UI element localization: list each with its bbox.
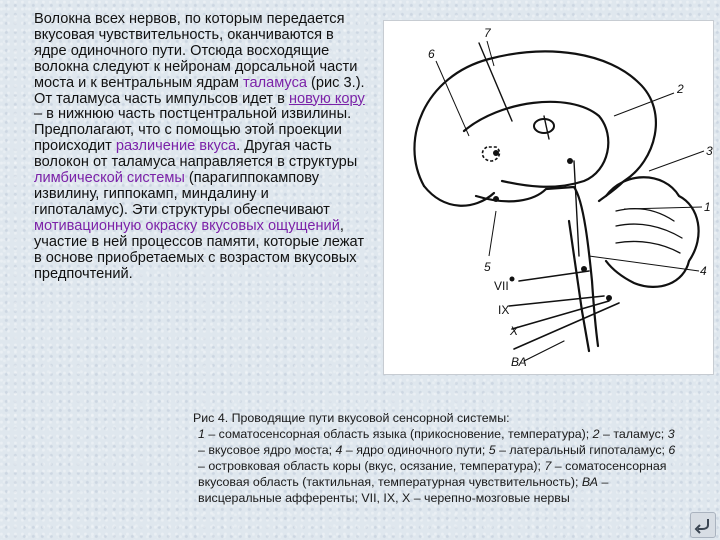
main-paragraph	[34, 12, 366, 282]
paragraph-text-6: , участие в ней процессов памяти, которые лежат в основе приобретаемых с возрастом вкусовых предпочтений.	[34, 217, 365, 282]
term-limbic-system: лимбической системы	[34, 170, 185, 187]
figure-label-ix: IX	[498, 303, 510, 317]
figure-label-3: 3	[706, 144, 713, 158]
caption-text-7: – соматосенсорная вкусовая область (тактильная, температурная чувствительность);	[198, 459, 667, 489]
caption-num-3: 3	[667, 427, 675, 441]
paragraph-text-4: . Другая часть волокон от таламуса направляется в структуры	[34, 138, 358, 171]
paragraph-text-1: Волокна всех нервов, по которым передается вкусовая чувствительность, оканчиваются в ядре одиночного пути. Отсюда восходящие волокна следуют к нейронам дорсальной части моста и к вентральным ядрам	[34, 11, 358, 91]
caption-text-3: – вкусовое ядро моста;	[198, 443, 336, 457]
caption-text-1: – соматосенсорная область языка (прикосновение, температура);	[204, 427, 593, 441]
term-motivational-coloring: мотивационную окраску вкусовых ощущений	[34, 217, 340, 234]
caption-num-1: 1	[198, 427, 205, 441]
thalamus-outline	[464, 102, 608, 187]
figure-label-5: 5	[484, 260, 491, 274]
figure-label-4: 4	[700, 264, 707, 278]
taste-pathway-figure	[383, 20, 714, 375]
cortex-outline	[414, 51, 655, 201]
visceral-afferent	[514, 303, 619, 349]
figure-label-2: 2	[677, 82, 684, 96]
caption-text-6: – островковая область коры (вкус, осязание, температура);	[198, 459, 545, 473]
paragraph-text-3: – в нижнюю часть постцентральной извилины. Предполагают, что с помощью этой проекции происходит	[34, 106, 352, 155]
link-new-cortex[interactable]: новую кору	[288, 90, 365, 107]
caption-text-2: – таламус;	[599, 427, 668, 441]
caption-text-8: – висцеральные афференты; VII, IX, X – черепно-мозговые нервы	[198, 475, 609, 505]
caption-num-6: 6	[668, 443, 676, 457]
nerve-ix	[509, 296, 604, 306]
caption-num-5: 5	[488, 443, 496, 457]
thalamus-nucleus	[534, 119, 554, 133]
figure-label-va: ВА	[511, 355, 527, 369]
paragraph-text-2: (рис 3.). От таламуса часть импульсов идет в	[34, 74, 365, 107]
figure-label-vii: VII	[494, 279, 509, 293]
caption-num-7: 7	[544, 459, 552, 473]
brainstem-inner	[569, 221, 589, 351]
term-thalamus: таламуса	[242, 74, 307, 91]
caption-title: Рис 4. Проводящие пути вкусовой сенсорной системы:	[193, 411, 510, 425]
caption-num-4: 4	[335, 443, 343, 457]
return-button[interactable]	[690, 512, 716, 538]
figure-label-7: 7	[484, 26, 491, 40]
term-taste-discrimination: различение вкуса	[115, 138, 237, 155]
figure-label-6: 6	[428, 47, 435, 61]
figure-label-x: X	[510, 324, 519, 338]
caption-text-5: – латеральный гипоталамус;	[495, 443, 669, 457]
temporal-lobe	[424, 186, 494, 206]
figure-caption	[193, 410, 678, 506]
cerebellum	[606, 177, 699, 287]
caption-num-8: ВА	[581, 475, 599, 489]
figure-label-1: 1	[704, 200, 711, 214]
return-arrow-icon	[693, 515, 713, 535]
brain-diagram	[384, 21, 713, 374]
caption-num-2: 2	[592, 427, 600, 441]
pathway-vertical	[574, 161, 579, 256]
paragraph-text-5: (парагиппокампову извилину, гиппокамп, миндалину и гипоталамус). Эти структуры обеспечивают	[34, 170, 330, 218]
caption-body	[193, 426, 678, 506]
caption-text-4: – ядро одиночного пути;	[342, 443, 489, 457]
